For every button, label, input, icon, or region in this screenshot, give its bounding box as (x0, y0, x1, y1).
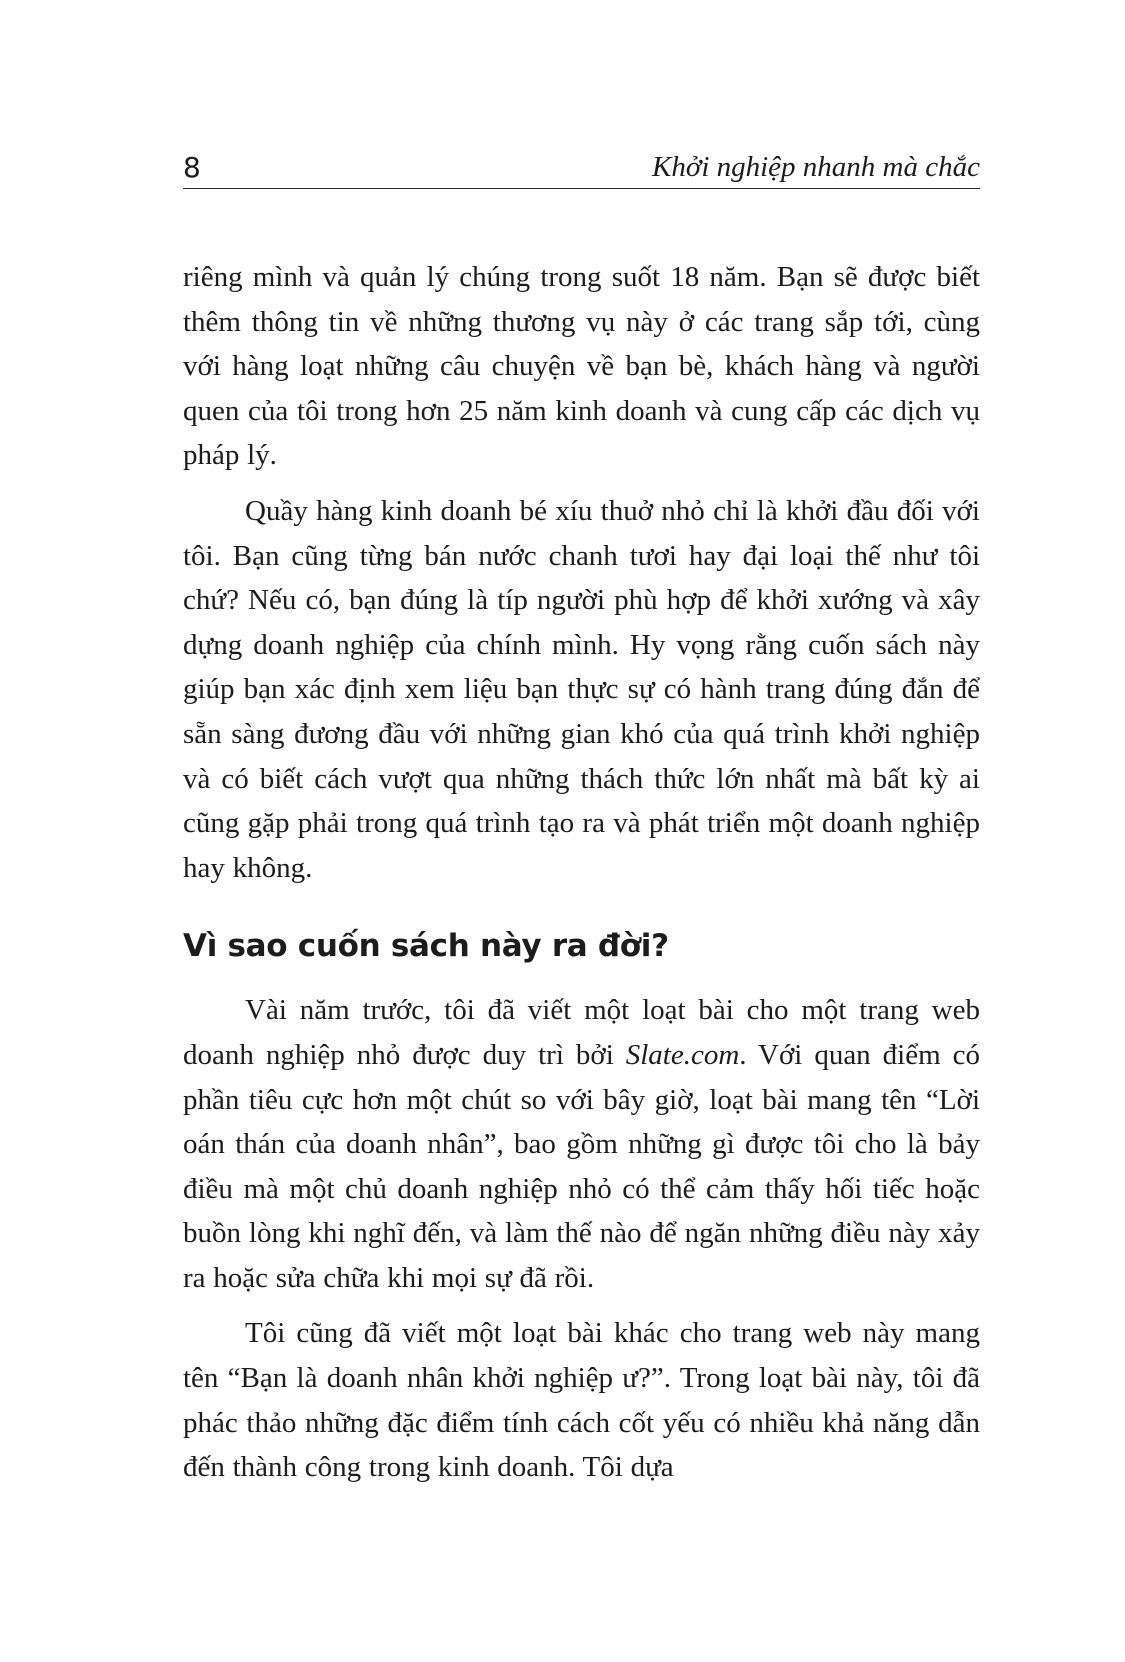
paragraph-slate-series (183, 988, 980, 1300)
section-heading: Vì sao cuốn sách này ra đời? (183, 928, 669, 965)
running-title: Khởi nghiệp nhanh mà chắc (652, 151, 980, 183)
site-name: Slate.com (625, 1038, 740, 1071)
paragraph-slate-series-start: Vài năm trước, tôi đã viết một loạt bài cho một trang web doanh nghiệp nhỏ được duy trì bởi (183, 994, 980, 1071)
paragraph-slate-series-end: . Với quan điểm có phần tiêu cực hơn một chút so với bây giờ, loạt bài mang tên “Lời oán thán của doanh nhân”, bao gồm những gì được tôi cho là bảy điều mà một chủ doanh nghiệp nhỏ có thể cảm thấy hối tiếc hoặc buồn lòng khi nghĩ đến, và làm thế nào để ngăn những điều này xảy ra hoặc sửa chữa khi mọi sự đã rồi. (183, 1038, 980, 1294)
paragraph-lemonade-stand: Quầy hàng kinh doanh bé xíu thuở nhỏ chỉ là khởi đầu đối với tôi. Bạn cũng từng bán nước chanh tươi hay đại loại thế như tôi chứ? Nếu có, bạn đúng là típ người phù hợp để khởi xướng và xây dựng doanh nghiệp của chính mình. Hy vọng rằng cuốn sách này giúp bạn xác định xem liệu bạn thực sự có hành trang đúng đắn để sẵn sàng đương đầu với những gian khó của quá trình khởi nghiệp và có biết cách vượt qua những thách thức lớn nhất mà bất kỳ ai cũng gặp phải trong quá trình tạo ra và phát triển một doanh nghiệp hay không. (183, 494, 980, 884)
page-number: 8 (183, 151, 201, 184)
page-header (183, 150, 980, 189)
page-body (183, 255, 980, 1490)
paragraph-continuation: riêng mình và quản lý chúng trong suốt 18 năm. Bạn sẽ được biết thêm thông tin về những thương vụ này ở các trang sắp tới, cùng với hàng loạt những câu chuyện về bạn bè, khách hàng và người quen của tôi trong hơn 25 năm kinh doanh và cung cấp các dịch vụ pháp lý. (183, 261, 980, 472)
paragraph-entrepreneur-series: Tôi cũng đã viết một loạt bài khác cho trang web này mang tên “Bạn là doanh nhân khởi nghiệp ư?”. Trong loạt bài này, tôi đã phác thảo những đặc điểm tính cách cốt yếu có nhiều khả năng dẫn đến thành công trong kinh doanh. Tôi dựa (183, 1317, 980, 1484)
